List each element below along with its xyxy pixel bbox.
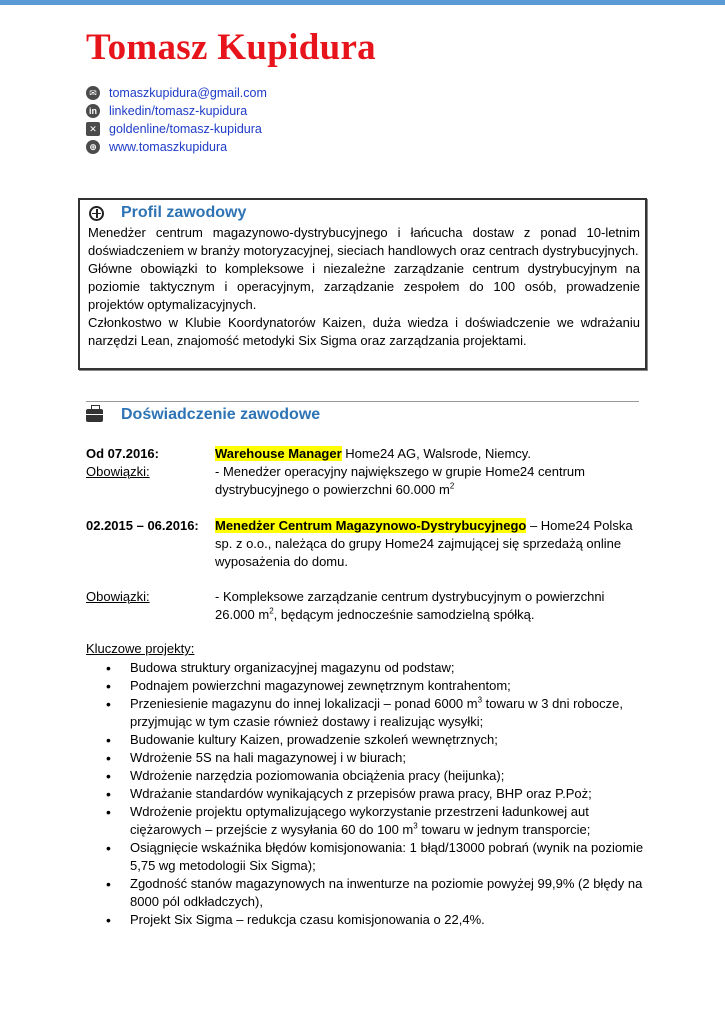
job1-company: Home24 AG, Walsrode, Niemcy. — [341, 446, 531, 461]
job2-duties-text-end: , będącym jednocześnie samodzielną spółką. — [273, 607, 535, 622]
job2-date: 02.2015 – 06.2016: — [86, 518, 199, 533]
goldenline-link[interactable]: goldenline/tomasz-kupidura — [109, 122, 262, 136]
superscript: 2 — [269, 606, 274, 616]
list-item: • Budowanie kultury Kaizen, prowadzenie szkoleń wewnętrznych; — [86, 731, 646, 749]
experience-title: Doświadczenie zawodowe — [121, 406, 321, 423]
section-divider — [86, 401, 639, 402]
list-item: • Wdrażanie standardów wynikających z przepisów prawa pracy, BHP oraz P.Poż; — [86, 785, 646, 803]
contact-website[interactable] — [86, 138, 267, 156]
briefcase-icon — [86, 409, 103, 422]
profile-title: Profil zawodowy — [121, 204, 247, 221]
job2-position: Menedżer Centrum Magazynowo-Dystrybucyjnego — [215, 518, 527, 533]
profile-paragraph: Członkostwo w Klubie Koordynatorów Kaizen, duża wiedza i doświadczenie we wdrażaniu narzędzi Lean, znajomość metodyki Six Sigma oraz zarządzania projektami. — [88, 315, 640, 348]
job2-duties-label: Obowiązki: — [86, 589, 150, 604]
job1-position: Warehouse Manager — [215, 446, 342, 461]
job1-duties — [86, 463, 646, 499]
job2-duties — [86, 588, 646, 624]
profile-paragraph: Główne obowiązki to kompleksowe i niezależne zarządzanie centrum dystrybucyjnym na poziomie taktycznym i operacyjnym, zarządzanie zespołem do 100 osób, prowadzenie projektów optymalizacyjnych. — [88, 261, 640, 312]
website-link[interactable]: www.tomaszkupidura — [109, 140, 228, 154]
list-item: • Projekt Six Sigma – redukcja czasu komisjonowania o 22,4%. — [86, 911, 646, 929]
envelope-icon: ✉ — [86, 86, 100, 100]
globe-icon: ⊕ — [86, 140, 100, 154]
job1-duties-text: - Menedżer operacyjny największego w grupie Home24 centrum dystrybucyjnego o powierzchni 60.000 m — [215, 464, 585, 497]
crosshair-icon — [89, 206, 104, 221]
job2-duties-text: - Kompleksowe zarządzanie centrum dystrybucyjnym o powierzchni 26.000 m — [215, 589, 605, 622]
list-item: • Osiągnięcie wskaźnika błędów komisjonowania: 1 błąd/13000 pobrań (wynik na poziomie 5,75 wg metodologii Six Sigma); — [86, 839, 646, 875]
list-item: • Podnajem powierzchni magazynowej zewnętrznym kontrahentom; — [86, 677, 646, 695]
contact-email[interactable] — [86, 84, 267, 102]
job1-duties-label: Obowiązki: — [86, 464, 150, 479]
top-accent-bar — [0, 0, 725, 5]
key-projects-list — [86, 659, 646, 929]
experience-header — [86, 406, 320, 424]
profile-box — [78, 198, 647, 370]
job1-header — [86, 445, 646, 463]
job2-header — [86, 517, 646, 571]
linkedin-link[interactable]: linkedin/tomasz-kupidura — [109, 104, 248, 118]
list-item: • Wdrożenie narzędzia poziomowania obciążenia pracy (heijunka); — [86, 767, 646, 785]
email-link[interactable]: tomaszkupidura@gmail.com — [109, 86, 267, 100]
list-item: • Zgodność stanów magazynowych na inwenturze na poziomie powyżej 99,9% (2 błędy na 8000 pól odkładczych), — [86, 875, 646, 911]
candidate-name: Tomasz Kupidura — [86, 27, 376, 68]
linkedin-icon: in — [86, 104, 100, 118]
profile-header — [89, 204, 246, 222]
goldenline-icon: ✕ — [86, 122, 100, 136]
contact-goldenline[interactable] — [86, 120, 267, 138]
list-item: • Przeniesienie magazynu do innej lokalizacji – ponad 6000 $m^3$ towaru w 3 dni robocze, przyjmując w tym czasie również dostawy i realizując wysyłki; — [86, 695, 646, 731]
profile-paragraph: Menedżer centrum magazynowo-dystrybucyjnego i łańcucha dostaw z ponad 10-letnim doświadczeniem w branży motoryzacyjnej, sieciach handlowych oraz centrach dystrybucyjnych. — [88, 225, 640, 258]
key-projects-title: Kluczowe projekty: — [86, 641, 195, 656]
contact-linkedin[interactable] — [86, 102, 267, 120]
list-item: • Wdrożenie 5S na hali magazynowej i w biurach; — [86, 749, 646, 767]
job1-date: Od 07.2016: — [86, 446, 159, 461]
list-item: • Wdrożenie projektu optymalizującego wykorzystanie przestrzeni ładunkowej aut ciężarowych – przejście z wysyłania 60 do 100 $m^3$ towaru w jednym transporcie; — [86, 803, 646, 839]
contact-list — [86, 84, 267, 156]
list-item: • Budowa struktury organizacyjnej magazynu od podstaw; — [86, 659, 646, 677]
job2-company: – Home24 Polska sp. z o.o., należąca do grupy Home24 zajmującej się sprzedażą online wyposażenia do domu. — [215, 518, 633, 569]
profile-text — [88, 224, 640, 350]
superscript: 2 — [449, 481, 455, 491]
